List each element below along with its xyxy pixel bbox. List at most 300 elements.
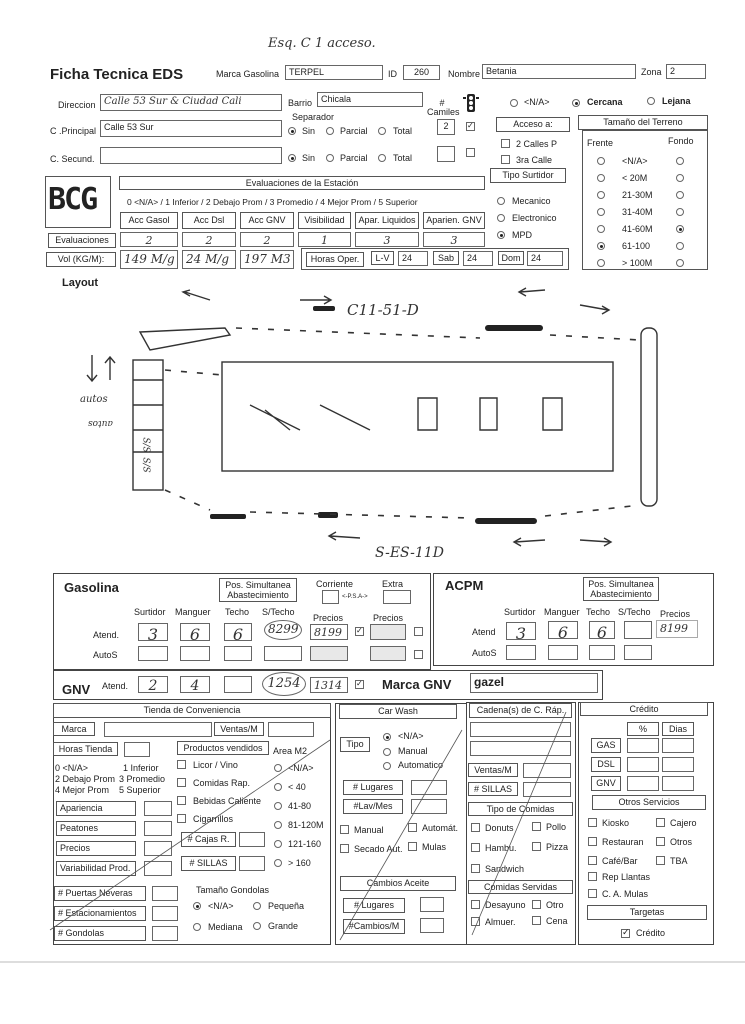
sep-total-radio-2[interactable] xyxy=(378,154,386,162)
gasolina-atend-label: Atend. xyxy=(93,630,120,640)
gasolina-surtidor-field[interactable]: 3 xyxy=(138,623,168,641)
acpm-autos-surtidor[interactable] xyxy=(506,645,536,660)
credito-pct-field-2[interactable] xyxy=(627,776,659,791)
cadena-cena-check[interactable] xyxy=(532,916,541,925)
eval-value-4[interactable]: 3 xyxy=(355,232,419,247)
gondolas-mediana-label: Mediana xyxy=(208,922,243,932)
terreno-option-label-5: 61-100 xyxy=(622,241,651,251)
proximity-cercana-label: Cercana xyxy=(587,97,623,107)
tienda-area-radio-4[interactable] xyxy=(274,840,282,848)
terreno-fondo-radio-5[interactable] xyxy=(676,242,684,250)
terreno-fondo-radio-2[interactable] xyxy=(676,191,684,199)
gnv-precio-field[interactable]: 1314 xyxy=(310,677,348,693)
carwash-automat-check[interactable] xyxy=(408,823,417,832)
gasolina-autos-techo[interactable] xyxy=(224,646,252,661)
right-bar xyxy=(641,328,657,506)
tienda-product-check-1[interactable] xyxy=(177,778,186,787)
tienda-title: Tienda de Conveniencia xyxy=(53,703,331,718)
tipo-surtidor-title: Tipo Surtidor xyxy=(490,168,566,183)
lv-field[interactable]: 24 xyxy=(398,251,428,266)
credito-row-label-2: GNV xyxy=(591,776,621,791)
credito-pct-field-0[interactable] xyxy=(627,738,659,753)
tienda-row-label-3: Variabilidad Prod. xyxy=(56,861,136,876)
cadena-desayuno-label: Desayuno xyxy=(485,900,526,910)
credito-dias-field-0[interactable] xyxy=(662,738,694,753)
tienda-row-field-0[interactable] xyxy=(144,801,172,816)
dom-field[interactable]: 24 xyxy=(527,251,563,266)
gasolina-col-stecho: S/Techo xyxy=(262,607,295,617)
tienda-row-field-1[interactable] xyxy=(144,821,172,836)
sep-total-label-1: Total xyxy=(393,126,413,136)
top-note: Esq. C 1 acceso. xyxy=(268,36,376,51)
gnv-atend-label: Atend. xyxy=(102,681,129,691)
camiles-check[interactable]: ✓ xyxy=(467,121,474,130)
eval-value-1[interactable]: 2 xyxy=(182,232,236,247)
gasolina-manguer-field[interactable]: 6 xyxy=(180,623,210,641)
cadena-sandwich-check[interactable] xyxy=(471,864,480,873)
carwash-lugares-field[interactable] xyxy=(411,780,447,795)
cadena-almuer-label: Almuer. xyxy=(485,917,516,927)
camiles-field[interactable]: 2 xyxy=(437,119,455,135)
acceso-3racalle-check[interactable] xyxy=(501,155,510,164)
gasolina-autos-check[interactable] xyxy=(414,650,423,659)
tienda-productos-label: Productos vendidos xyxy=(177,741,269,755)
tienda-cajas-label: # Cajas R. xyxy=(181,832,236,847)
id-field[interactable]: 260 xyxy=(403,65,440,80)
cadena-donuts-check[interactable] xyxy=(471,823,480,832)
cambios-lugares-field[interactable] xyxy=(420,897,444,912)
acceso-2calles-check[interactable] xyxy=(501,139,510,148)
zona-label: Zona xyxy=(641,67,662,77)
tienda-bottom-field-2[interactable] xyxy=(152,926,178,941)
sep-sin-label-1: Sin xyxy=(302,126,316,136)
tienda-ventas-field[interactable] xyxy=(268,722,314,737)
tienda-bottom-label-2: # Gondolas xyxy=(54,926,146,941)
gasolina-extra-label: Extra xyxy=(382,579,404,589)
direccion-field[interactable]: Calle 53 Sur & Ciudad Cali xyxy=(100,94,282,111)
cadena-sandwich-label: Sandwich xyxy=(485,864,525,874)
csecund-label: C. Secund. xyxy=(50,154,95,164)
barrio-field[interactable]: Chicala xyxy=(317,92,423,107)
marca-label: Marca Gasolina xyxy=(216,69,280,79)
eval-col-0: Acc Gasol xyxy=(120,212,178,229)
id-label: ID xyxy=(388,69,397,79)
vol-gnv-field[interactable]: 197 M3 xyxy=(240,250,294,269)
acpm-col-manguer: Manguer xyxy=(544,607,580,617)
targetas-title: Targetas xyxy=(587,905,707,920)
vol-gasol-field[interactable]: 149 M/g xyxy=(120,250,178,269)
acpm-title: ACPM xyxy=(445,578,484,593)
lv-label: L-V xyxy=(371,251,394,265)
terreno-option-label-6: > 100M xyxy=(622,258,653,268)
gnv-manguer-field[interactable]: 4 xyxy=(180,676,210,693)
credito-row-label-1: DSL xyxy=(591,757,621,772)
acpm-atend-label: Atend xyxy=(472,627,496,637)
cprincipal-field[interactable]: Calle 53 Sur xyxy=(100,120,282,137)
cadena-ventas-label: Ventas/M xyxy=(468,763,518,777)
cadena-hambu-check[interactable] xyxy=(471,843,480,852)
tienda-row-label-1: Peatones xyxy=(56,821,136,836)
gasolina-precio-corriente-field[interactable]: 8199 xyxy=(310,624,348,640)
gnv-marca-label: Marca GNV xyxy=(382,677,452,692)
cadena-otro-check[interactable] xyxy=(532,900,541,909)
eval-value-0[interactable]: 2 xyxy=(120,232,178,247)
acpm-techo-field[interactable]: 6 xyxy=(589,621,615,639)
cadena-title: Cadena(s) de C. Ráp. xyxy=(469,703,572,718)
proximity-na-radio[interactable] xyxy=(510,99,518,107)
gasolina-extra-check[interactable] xyxy=(414,627,423,636)
credito-card-label: Crédito xyxy=(636,928,666,938)
proximity-cercana-radio[interactable] xyxy=(572,99,580,107)
eval-col-4: Apar. Liquidos xyxy=(355,212,419,229)
sab-label: Sab xyxy=(433,251,459,265)
carwash-tipo-label: Tipo xyxy=(340,737,370,752)
carwash-manual-radio[interactable] xyxy=(383,748,391,756)
acpm-autos-stecho[interactable] xyxy=(624,645,652,660)
tienda-area-label-2: 41-80 xyxy=(288,801,312,811)
tienda-product-check-0[interactable] xyxy=(177,760,186,769)
gnv-marca-field[interactable]: gazel xyxy=(470,673,598,693)
terreno-option-label-3: 31-40M xyxy=(622,207,653,217)
acpm-manguer-field[interactable]: 6 xyxy=(548,621,578,639)
cadena-pollo-check[interactable] xyxy=(532,822,541,831)
carwash-na-label: <N/A> xyxy=(398,731,424,741)
evaluation-scale: 0 <N/A> / 1 Inferior / 2 Debajo Prom / 3 Promedio / 4 Mejor Prom / 5 Superior xyxy=(127,197,418,207)
tienda-cajas-field[interactable] xyxy=(239,832,265,847)
gasolina-corriente-check[interactable]: ✓ xyxy=(356,626,363,635)
cadena-tipo-title: Tipo de Comidas xyxy=(468,802,573,816)
tienda-scale-5: 5 Superior xyxy=(119,785,161,795)
tienda-area-title: Area M2 xyxy=(273,746,308,756)
cadena-cena-label: Cena xyxy=(546,916,568,926)
terreno-frente-radio-6[interactable] xyxy=(597,259,605,267)
gnv-surtidor-field[interactable]: 2 xyxy=(138,676,168,693)
surtidor-electronico-radio[interactable] xyxy=(497,214,505,222)
surtidor-mecanico-radio[interactable] xyxy=(497,197,505,205)
cadena-sillas-label: # SILLAS xyxy=(468,782,518,796)
eval-value-5[interactable]: 3 xyxy=(423,232,485,247)
carwash-title: Car Wash xyxy=(339,704,457,719)
side-note-3: S/S xyxy=(140,437,151,453)
cadena-desayuno-check[interactable] xyxy=(471,900,480,909)
tienda-gondolas-title: Tamaño Gondolas xyxy=(196,885,270,895)
terreno-option-label-0: <N/A> xyxy=(622,156,648,166)
terreno-title: Tamaño del Terreno xyxy=(578,115,708,130)
otros-check-5[interactable] xyxy=(656,856,665,865)
otros-label-6: Rep Llantas xyxy=(602,872,651,882)
eval-col-3: Visibilidad xyxy=(298,212,351,229)
terreno-fondo-radio-0[interactable] xyxy=(676,157,684,165)
cadena-field-2[interactable] xyxy=(470,741,571,756)
tienda-product-label-0: Licor / Vino xyxy=(193,760,238,770)
tienda-area-label-4: 121-160 xyxy=(288,839,322,849)
cadena-ventas-field[interactable] xyxy=(523,763,571,778)
eval-value-3[interactable]: 1 xyxy=(298,232,351,247)
terreno-frente-label: Frente xyxy=(587,138,614,148)
otros-check-6[interactable] xyxy=(588,872,597,881)
carwash-lugares-label: # Lugares xyxy=(343,780,403,795)
acpm-autos-manguer[interactable] xyxy=(548,645,578,660)
otros-label-1: Cajero xyxy=(670,818,697,828)
acpm-precios-label: Precios xyxy=(660,609,691,619)
proximity-lejana-radio[interactable] xyxy=(647,97,655,105)
terreno-frente-radio-2[interactable] xyxy=(597,191,605,199)
credito-pct-field-1[interactable] xyxy=(627,757,659,772)
side-note-4: S/S xyxy=(140,457,151,473)
acceso-3racalle-label: 3ra Calle xyxy=(516,155,553,165)
gasolina-title: Gasolina xyxy=(64,580,119,595)
tienda-area-label-5: > 160 xyxy=(288,858,311,868)
otros-check-4[interactable] xyxy=(588,856,597,865)
tienda-horas-field[interactable] xyxy=(124,742,150,757)
gnv-stecho-field[interactable]: 1254 xyxy=(262,672,306,696)
credito-title: Crédito xyxy=(580,702,708,716)
terreno-frente-radio-3[interactable] xyxy=(597,208,605,216)
tienda-area-radio-2[interactable] xyxy=(274,802,282,810)
terreno-fondo-label: Fondo xyxy=(668,136,694,146)
tienda-area-radio-3[interactable] xyxy=(274,821,282,829)
cadena-pizza-check[interactable] xyxy=(532,842,541,851)
gasolina-autos-label: AutoS xyxy=(93,650,118,660)
separador-label: Separador xyxy=(292,112,335,122)
tienda-product-label-2: Bebidas Caliente xyxy=(193,796,262,806)
carwash-manual-check[interactable] xyxy=(340,825,349,834)
carwash-na-radio[interactable] xyxy=(383,733,391,741)
tienda-area-radio-0[interactable] xyxy=(274,764,282,772)
tienda-bottom-label-1: # Estacionamientos xyxy=(54,906,146,921)
credito-pct-label: % xyxy=(627,722,659,736)
carwash-mulas-check-label: Mulas xyxy=(422,842,447,852)
acpm-pos-sim: Pos. Simultanea Abastecimiento xyxy=(583,577,659,601)
tienda-bottom-field-1[interactable] xyxy=(152,906,178,921)
carwash-lavmes-field[interactable] xyxy=(411,799,447,814)
street-top-label: C11-51-D xyxy=(347,301,419,319)
horas-label: Horas Oper. xyxy=(306,252,364,267)
cprincipal-label: C .Principal xyxy=(50,126,97,136)
zona-field[interactable]: 2 xyxy=(666,64,706,79)
sep-total-radio-1[interactable] xyxy=(378,127,386,135)
surtidor-mpd-radio[interactable] xyxy=(497,231,505,239)
gasolina-precio-extra-field[interactable] xyxy=(370,624,406,640)
tienda-product-check-3[interactable] xyxy=(177,814,186,823)
sab-field[interactable]: 24 xyxy=(463,251,493,266)
gasolina-corriente-label: Corriente xyxy=(316,579,354,589)
gnv-precio-check[interactable]: ✓ xyxy=(356,679,363,688)
terreno-frente-radio-5[interactable] xyxy=(597,242,605,250)
cadena-pollo-label: Pollo xyxy=(546,822,567,832)
proximity-na-label: <N/A> xyxy=(524,97,550,107)
terreno-option-label-1: < 20M xyxy=(622,173,648,183)
cadena-field-1[interactable] xyxy=(470,722,571,737)
gasolina-corriente-field[interactable] xyxy=(322,590,339,604)
acpm-col-surtidor: Surtidor xyxy=(504,607,536,617)
otros-label-2: Restauran xyxy=(602,837,644,847)
marca-field[interactable]: TERPEL xyxy=(285,65,383,80)
acpm-precio-field[interactable]: 8199 xyxy=(656,620,698,638)
sep-sin-label-2: Sin xyxy=(302,153,316,163)
otros-label-4: Café/Bar xyxy=(602,856,638,866)
vol-label: Vol (KG/M): xyxy=(46,252,116,267)
gasolina-autos-precio-1[interactable] xyxy=(310,646,348,661)
tienda-marca-label: Marca xyxy=(53,722,95,736)
credito-dias-field-1[interactable] xyxy=(662,757,694,772)
gasolina-autos-stecho[interactable] xyxy=(264,646,302,661)
side-note-1: autos xyxy=(80,394,108,405)
acceso-title: Acceso a: xyxy=(496,117,570,132)
barrio-label: Barrio xyxy=(288,98,313,108)
cadena-sillas-field[interactable] xyxy=(523,782,571,797)
tienda-area-label-3: 81-120M xyxy=(288,820,324,830)
form-title: Ficha Tecnica EDS xyxy=(50,66,184,83)
gasolina-stecho-field[interactable]: 8299 xyxy=(264,620,302,640)
carwash-secado-check[interactable] xyxy=(340,844,349,853)
terreno-fondo-radio-1[interactable] xyxy=(676,174,684,182)
tienda-product-label-1: Comidas Rap. xyxy=(193,778,251,788)
side-note-2: autos xyxy=(88,418,113,428)
tienda-sillas-field[interactable] xyxy=(239,856,265,871)
acpm-stecho-field[interactable] xyxy=(624,621,652,639)
vol-dsl-field[interactable]: 24 M/g xyxy=(182,250,236,269)
gasolina-extra-field[interactable] xyxy=(383,590,411,604)
otros-label-7: C. A. Mulas xyxy=(602,889,649,899)
sep-parcial-radio-1[interactable] xyxy=(326,127,334,135)
direccion-label: Direccion xyxy=(58,100,96,110)
credito-row-label-0: GAS xyxy=(591,738,621,753)
acpm-surtidor-field[interactable]: 3 xyxy=(506,622,536,640)
gasolina-col-surtidor: Surtidor xyxy=(134,607,166,617)
tienda-product-label-3: Cigarrillos xyxy=(193,814,234,824)
carwash-secado-check-label: Secado Aut. xyxy=(354,844,403,854)
bcg-logo: BCG xyxy=(48,182,97,217)
gasolina-pos-sim: Pos. Simultanea Abastecimiento xyxy=(219,578,297,602)
traffic-light-icon xyxy=(462,94,480,114)
cadena-donuts-label: Donuts xyxy=(485,823,514,833)
gasolina-autos-precio-2[interactable] xyxy=(370,646,406,661)
tienda-row-field-2[interactable] xyxy=(144,841,172,856)
cadena-servidas-title: Comidas Servidas xyxy=(468,880,573,894)
otros-check-7[interactable] xyxy=(588,889,597,898)
gasolina-precios-label-2: Precios xyxy=(373,613,404,623)
proximity-lejana-label: Lejana xyxy=(662,96,691,106)
eval-value-2[interactable]: 2 xyxy=(240,232,294,247)
gasolina-autos-manguer[interactable] xyxy=(180,646,210,661)
gondolas-na-radio[interactable] xyxy=(193,902,201,910)
sep-parcial-label-2: Parcial xyxy=(340,153,368,163)
terreno-fondo-radio-3[interactable] xyxy=(676,208,684,216)
tienda-area-radio-5[interactable] xyxy=(274,859,282,867)
gondolas-na-label: <N/A> xyxy=(208,901,234,911)
otros-label-0: Kiosko xyxy=(602,818,630,828)
cadena-pizza-label: Pizza xyxy=(546,842,569,852)
acpm-autos-techo[interactable] xyxy=(589,645,615,660)
terreno-fondo-radio-6[interactable] xyxy=(676,259,684,267)
terreno-option-label-4: 41-60M xyxy=(622,224,653,234)
gasolina-col-techo: Techo xyxy=(225,607,250,617)
gondolas-pequena-radio[interactable] xyxy=(253,902,261,910)
tienda-row-label-2: Precios xyxy=(56,841,136,856)
credito-card-check[interactable]: ✓ xyxy=(622,927,630,937)
surtidor-mpd-label: MPD xyxy=(512,230,532,240)
sep-parcial-radio-2[interactable] xyxy=(326,154,334,162)
credito-dias-label: Dias xyxy=(662,722,694,736)
sep-sin-radio-1[interactable] xyxy=(288,127,296,135)
tienda-row-field-3[interactable] xyxy=(144,861,172,876)
otros-label-5: TBA xyxy=(670,856,688,866)
acpm-col-stecho: S/Techo xyxy=(618,607,651,617)
gasolina-autos-surtidor[interactable] xyxy=(138,646,168,661)
top-left-bar xyxy=(140,328,230,350)
otros-check-2[interactable] xyxy=(588,837,597,846)
nombre-label: Nombre xyxy=(448,69,481,79)
gondolas-grande-radio[interactable] xyxy=(253,922,261,930)
tienda-scale-2: 2 Debajo Prom xyxy=(55,774,116,784)
gasolina-techo-field[interactable]: 6 xyxy=(224,623,252,641)
cadena-otro-label: Otro xyxy=(546,900,564,910)
csecund-field[interactable] xyxy=(100,147,282,164)
gondolas-pequena-label: Pequeña xyxy=(268,901,305,911)
camiles-label: # Camiles xyxy=(427,98,460,117)
acceso-2calles-label: 2 Calles P xyxy=(516,139,558,149)
street-bottom-label: S-ES-11D xyxy=(375,545,444,561)
tienda-product-check-2[interactable] xyxy=(177,796,186,805)
otros-check-1[interactable] xyxy=(656,818,665,827)
cambios-cambios-label: #Cambios/M xyxy=(343,919,405,934)
carwash-mulas-check[interactable] xyxy=(408,842,417,851)
otros-check-3[interactable] xyxy=(656,837,665,846)
tienda-area-radio-1[interactable] xyxy=(274,783,282,791)
dispenser-right xyxy=(418,398,562,430)
terreno-fondo-radio-4[interactable] xyxy=(676,225,684,233)
tienda-horas-label: Horas Tienda xyxy=(53,742,118,756)
evaluaciones-label: Evaluaciones xyxy=(48,233,116,248)
tienda-marca-field[interactable] xyxy=(104,722,212,737)
tienda-bottom-label-0: # Puertas Neveras xyxy=(54,886,146,901)
carwash-automat-check-label: Automát. xyxy=(422,823,459,833)
cambios-cambios-field[interactable] xyxy=(420,918,444,933)
gasolina-psa-label: <-P.S.A-> xyxy=(342,594,368,600)
tienda-area-label-1: < 40 xyxy=(288,782,306,792)
credito-dias-field-2[interactable] xyxy=(662,776,694,791)
otros-check-0[interactable] xyxy=(588,818,597,827)
dom-label: Dom xyxy=(498,251,524,265)
dispenser-left xyxy=(250,405,370,430)
carwash-auto-radio[interactable] xyxy=(383,762,391,770)
tienda-ventas-label: Ventas/M xyxy=(214,722,264,736)
cadena-almuer-check[interactable] xyxy=(471,917,480,926)
gasolina-precios-label-1: Precios xyxy=(313,613,344,623)
surtidor-mecanico-label: Mecanico xyxy=(512,196,551,206)
otros-title: Otros Servicios xyxy=(592,795,706,810)
cadena-hambu-label: Hambu. xyxy=(485,843,517,853)
gondolas-mediana-radio[interactable] xyxy=(193,923,201,931)
cambios-title: Cambios Aceite xyxy=(340,876,456,891)
sep-sin-radio-2[interactable] xyxy=(288,154,296,162)
tienda-area-label-0: <N/A> xyxy=(288,763,314,773)
nombre-field[interactable]: Betania xyxy=(482,64,636,79)
terreno-frente-radio-1[interactable] xyxy=(597,174,605,182)
camiles-check-2[interactable] xyxy=(466,148,475,157)
terreno-frente-radio-4[interactable] xyxy=(597,225,605,233)
tienda-scale-3: 3 Promedio xyxy=(119,774,166,784)
layout-sketch xyxy=(0,280,745,575)
tienda-scale-1: 1 Inferior xyxy=(123,763,159,773)
terreno-frente-radio-0[interactable] xyxy=(597,157,605,165)
tienda-bottom-field-0[interactable] xyxy=(152,886,178,901)
gnv-techo-field[interactable] xyxy=(224,676,252,693)
carwash-manual-label: Manual xyxy=(398,746,428,756)
sep-total-label-2: Total xyxy=(393,153,413,163)
camiles-field-2[interactable] xyxy=(437,146,455,162)
